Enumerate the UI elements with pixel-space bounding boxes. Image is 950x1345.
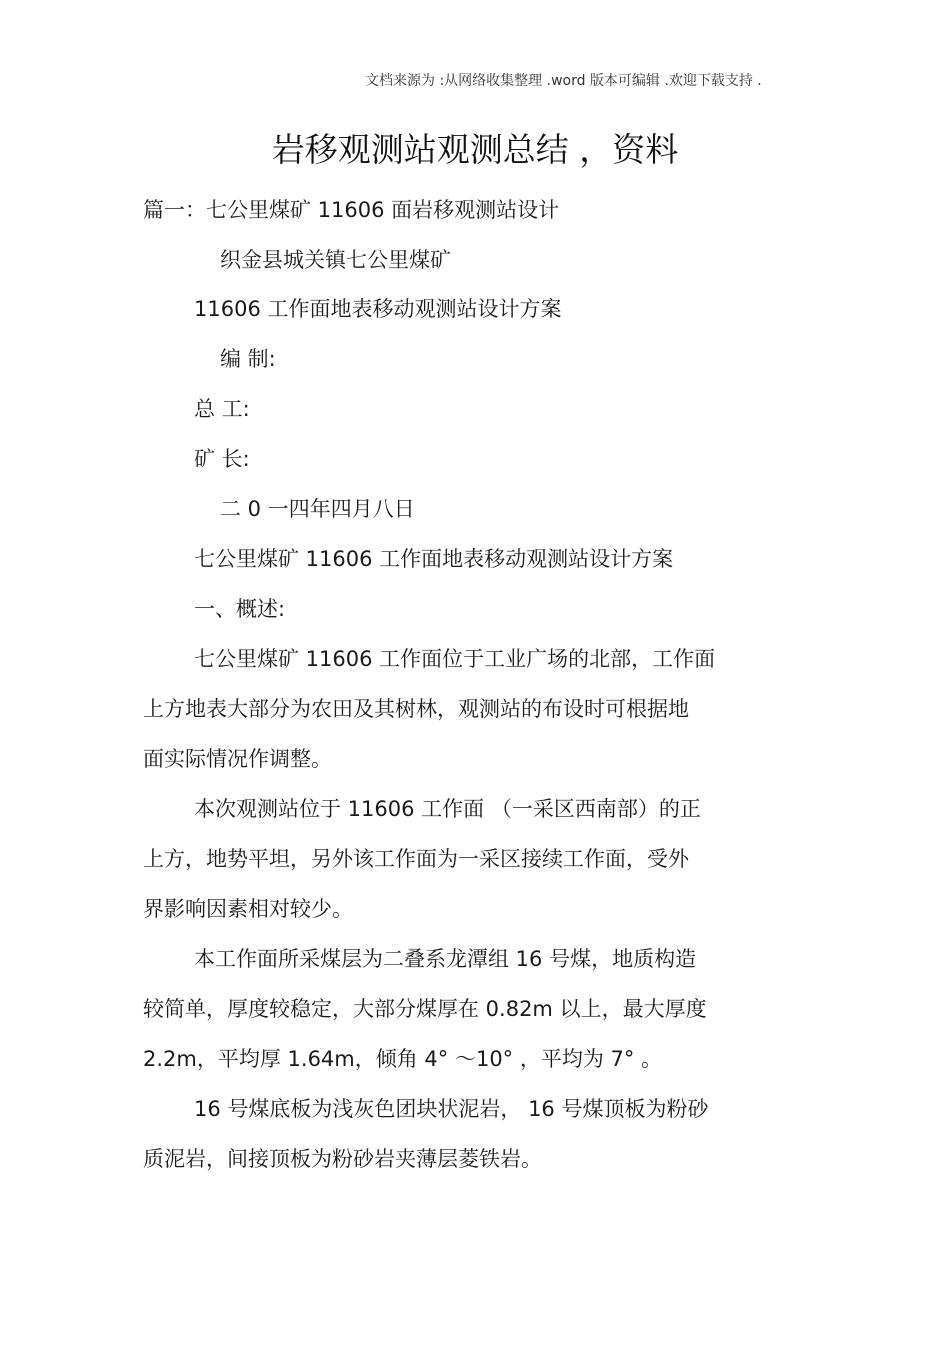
paragraph-line: 界影响因素相对较少。 <box>143 897 353 921</box>
compiler-label: 编 制: <box>220 347 276 371</box>
plan-title: 11606 工作面地表移动观测站设计方案 <box>194 297 562 321</box>
paragraph-line: 较简单，厚度较稳定，大部分煤厚在 0.82m 以上，最大厚度 <box>143 997 707 1021</box>
paragraph-line: 面实际情况作调整。 <box>143 747 332 771</box>
paragraph-line: 本次观测站位于 11606 工作面 （一采区西南部）的正 <box>194 797 701 821</box>
paragraph-line: 质泥岩，间接顶板为粉砂岩夹薄层菱铁岩。 <box>143 1147 542 1171</box>
section-heading: 篇一：七公里煤矿 11606 面岩移观测站设计 <box>143 198 560 222</box>
paragraph-line: 2.2m，平均厚 1.64m，倾角 4° ～10° ，平均为 7° 。 <box>143 1047 663 1071</box>
chief-engineer-label: 总 工: <box>194 397 250 421</box>
paragraph-line: 16 号煤底板为浅灰色团块状泥岩， 16 号煤顶板为粉砂 <box>194 1097 709 1121</box>
document-date: 二 0 一四年四月八日 <box>220 497 415 521</box>
page-header-note: 文档来源为 :从网络收集整理 .word 版本可编辑 .欢迎下载支持 . <box>365 73 762 89</box>
overview-heading: 一、概述: <box>194 597 286 621</box>
paragraph-line: 七公里煤矿 11606 工作面位于工业广场的北部，工作面 <box>194 647 716 671</box>
paragraph-line: 上方，地势平坦，另外该工作面为一采区接续工作面，受外 <box>143 847 689 871</box>
company-name: 织金县城关镇七公里煤矿 <box>220 248 451 272</box>
document-title: 岩移观测站观测总结 ，资料 <box>271 130 679 169</box>
mine-director-label: 矿 长: <box>194 447 250 471</box>
paragraph-line: 上方地表大部分为农田及其树林，观测站的布设时可根据地 <box>143 697 689 721</box>
paragraph-line: 本工作面所采煤层为二叠系龙潭组 16 号煤，地质构造 <box>194 947 697 971</box>
plan-title-repeat: 七公里煤矿 11606 工作面地表移动观测站设计方案 <box>194 547 674 571</box>
